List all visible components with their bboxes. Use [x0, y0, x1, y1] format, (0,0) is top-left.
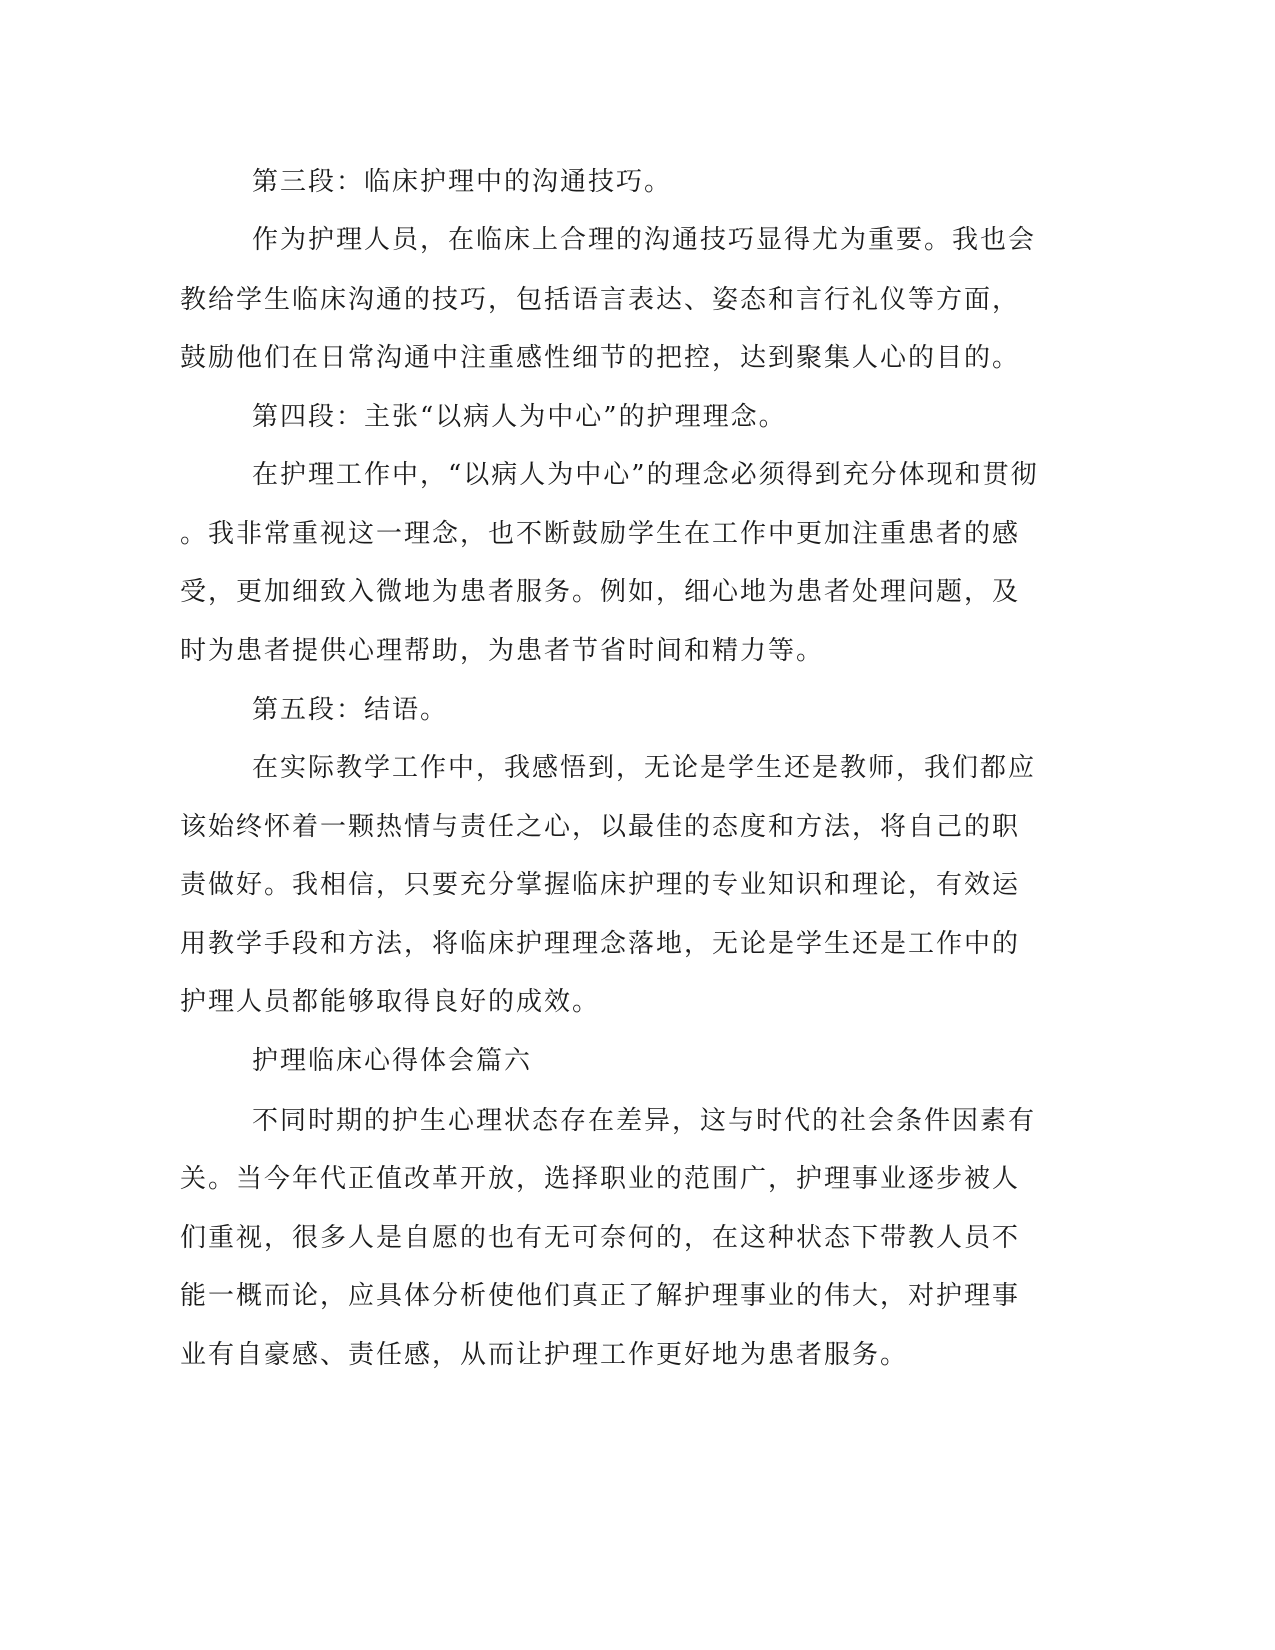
text-line: 该始终怀着一颗热情与责任之心，以最佳的态度和方法，将自己的职: [180, 812, 1021, 842]
paragraph-line: [0, 748, 1275, 788]
text-line: 在实际教学工作中，我感悟到，无论是学生还是教师，我们都应: [252, 753, 1037, 783]
paragraph-line: [0, 1101, 1275, 1141]
paragraph-line: [0, 807, 1275, 847]
section-title: [0, 1041, 1275, 1081]
paragraph-line: [0, 514, 1275, 554]
paragraph-line: [0, 1159, 1275, 1199]
text-line: 责做好。我相信，只要充分掌握临床护理的专业知识和理论，有效运: [180, 870, 1021, 900]
text-line: 护理人员都能够取得良好的成效。: [180, 987, 601, 1017]
paragraph-line: [0, 631, 1275, 671]
text-line: 时为患者提供心理帮助，为患者节省时间和精力等。: [180, 636, 825, 666]
section-heading: [0, 397, 1275, 437]
paragraph-line: [0, 1218, 1275, 1258]
text-line: 能一概而论，应具体分析使他们真正了解护理事业的伟大，对护理事: [180, 1281, 1021, 1311]
paragraph-line: [0, 338, 1275, 378]
text-line: 第四段：主张“以病人为中心”的护理理念。: [252, 402, 787, 432]
text-line: 第三段：临床护理中的沟通技巧。: [252, 167, 673, 197]
paragraph-line: [0, 1335, 1275, 1375]
section-heading: [0, 690, 1275, 730]
text-line: 受，更加细致入微地为患者服务。例如，细心地为患者处理问题，及: [180, 577, 1021, 607]
text-line: 关。当今年代正值改革开放，选择职业的范围广，护理事业逐步被人: [180, 1164, 1021, 1194]
paragraph-line: [0, 455, 1275, 495]
text-line: 在护理工作中，“以病人为中心”的理念必须得到充分体现和贯彻: [252, 460, 1039, 490]
paragraph-line: [0, 982, 1275, 1022]
text-line: 作为护理人员，在临床上合理的沟通技巧显得尤为重要。我也会: [252, 225, 1037, 255]
paragraph-line: [0, 924, 1275, 964]
section-heading: [0, 162, 1275, 202]
paragraph-line: [0, 1276, 1275, 1316]
text-line: 用教学手段和方法，将临床护理理念落地，无论是学生还是工作中的: [180, 929, 1021, 959]
text-line: 不同时期的护生心理状态存在差异，这与时代的社会条件因素有: [252, 1106, 1037, 1136]
text-line: 护理临床心得体会篇六: [252, 1046, 533, 1076]
paragraph-line: [0, 572, 1275, 612]
text-line: 第五段：结语。: [252, 695, 449, 725]
text-line: 们重视，很多人是自愿的也有无可奈何的，在这种状态下带教人员不: [180, 1223, 1021, 1253]
text-line: 教给学生临床沟通的技巧，包括语言表达、姿态和言行礼仪等方面，: [180, 285, 1021, 315]
text-line: 鼓励他们在日常沟通中注重感性细节的把控，达到聚集人心的目的。: [180, 343, 1021, 373]
paragraph-line: [0, 220, 1275, 260]
paragraph-line: [0, 280, 1275, 320]
paragraph-line: [0, 865, 1275, 905]
text-line: 。我非常重视这一理念，也不断鼓励学生在工作中更加注重患者的感: [180, 519, 1021, 549]
text-line: 业有自豪感、责任感，从而让护理工作更好地为患者服务。: [180, 1340, 909, 1370]
